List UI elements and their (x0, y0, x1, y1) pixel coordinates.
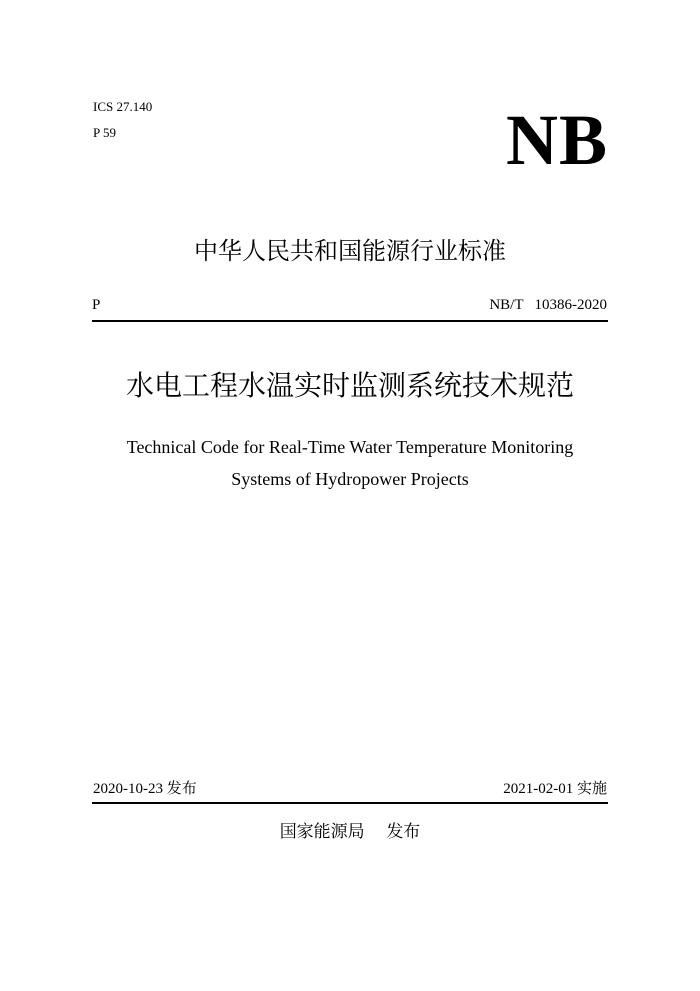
publisher-line (0, 820, 700, 844)
category-letter: P (92, 297, 101, 313)
bottom-divider (92, 802, 608, 804)
classification-code: P 59 (93, 125, 116, 140)
title-chinese: 水电工程水温实时监测系统技术规范 (125, 369, 574, 402)
nb-logo: NB (505, 100, 608, 180)
implementation-date-block (503, 778, 607, 799)
title-english-line-2: Systems of Hydropower Projects (231, 469, 469, 489)
publisher-name: 国家能源局 (279, 822, 365, 842)
standard-number: NB/T 10386-2020 (489, 297, 607, 313)
issue-date-block (93, 778, 197, 799)
top-divider (92, 320, 608, 322)
standard-type-heading: 中华人民共和国能源行业标准 (194, 237, 506, 265)
implementation-label: 实施 (576, 779, 607, 797)
ics-code: ICS 27.140 (93, 99, 153, 114)
publisher-action: 发布 (386, 822, 421, 842)
issue-date: 2020-10-23 (93, 781, 163, 797)
issue-label: 发布 (166, 779, 197, 797)
title-english-line-1: Technical Code for Real-Time Water Temperature Monitoring (126, 437, 574, 457)
implementation-date: 2021-02-01 (503, 781, 574, 797)
